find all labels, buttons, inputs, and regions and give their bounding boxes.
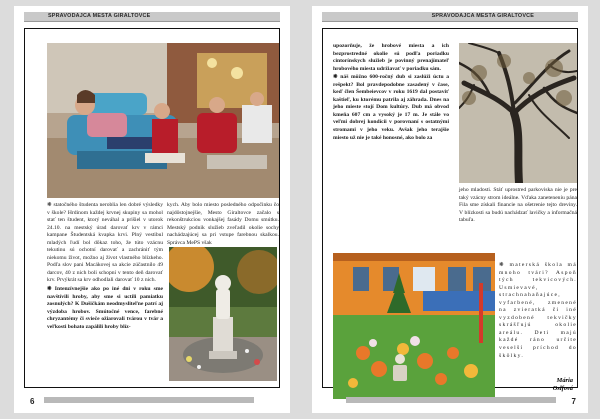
oak-paragraph: ❋ náš môžno 600-ročný dub si zaslúži úctu a rešpekt? Bol pravdepodobne zasadený v čase, keď člen Šembeievcov v roku 1619 dal postaviť kaštieľ, ku ktorému patrila aj záhrada. Dnes na jeho mieste stojí Dom kultúry. Dub má obvod kmeňa 607 cm a vysoký je 17 m. Je stále vo veľmi dobrej kondícii v porovnaní s ostatnými stromami v jeho veku. Avšak jeho terajšie miesto už nie je také honosné, ako bolo za	[333, 74, 449, 141]
pumpkins-paragraph: ❋ materská škola má mnoho tvári? Aspoň tých tekvicových. Usmievavé, strachnahaňajúce, vyfarbené, zmenené na zvieratká či iné vyzdobené tekvičky skrášľujú okolie areálu. Deti majú každé ráno určite veselší príchod do škôlky.	[499, 262, 577, 359]
left-page-number: 6	[30, 397, 35, 406]
oak-continued-paragraph: jeho mladosti. Stáť uprostred parkoviska nie je pre taký vzácny strom ideálne. Vďaka zaneteneniu pána Fila sme získali financie na ošetrenie tejto dreviny. V blízkosti sa budú nachádzať lavičky a informačná tabuľa.	[459, 187, 577, 224]
blood-donation-photo	[47, 43, 279, 198]
kindergarten-pumpkins-photo	[333, 253, 495, 399]
left-header-text: SPRAVODAJCA MESTA GIRALTOVCE	[48, 13, 151, 19]
author-surname: Oslfová	[552, 385, 573, 392]
right-page-number: 7	[571, 397, 576, 406]
blood-donation-paragraph: ❋ statočného študenta neroblia len dobré výsledky v škole? Hrdinom každej krvnej skupiny sa mohol stať ten študent, ktorý neváhal a prišiel v utorok 24.10. na mestský úrad darovať krv v rámci kampane Študentská kvapka krvi. Plný vestibul mladých ľudí bol dôkaz toho, že túto vzácnu tekutinu sú ochotní darovať a zachrániť tým niekomu život, možno aj život vlastného blízkeho. Podľa slov pani Macákovej sa akcie zúčastnilo 49 darcov, 40 z nich boli schopní v tento deň darovať krv. Prvýkrát sa krv odhodlali darovať 10 z nich.	[47, 202, 163, 284]
oak-tree-image	[459, 43, 577, 183]
author-first-name: Mária	[556, 377, 573, 384]
right-page-column-2	[459, 187, 577, 225]
right-header-text: SPRAVODAJCA MESTA GIRALTOVCE	[431, 13, 534, 19]
cemetery-continued-paragraph: upozorňuje, že hrobové miesta a ich bezprostredné okolie sú podľa poriadku cintorínskych služieb je povinný prenajímateľ hrobového miesta udržiavať v poriadku sám.	[333, 43, 449, 72]
right-footer-bar	[346, 397, 556, 403]
left-footer-bar	[44, 397, 254, 403]
pumpkins-image	[333, 253, 495, 399]
statue-image	[169, 247, 277, 381]
left-page-frame	[24, 28, 280, 388]
all-souls-paragraph: ❋ Intenzívnejšie ako po iné dni v roku sme navštívili hroby, aby sme si uctili pamiatku zosnulých? K Dušičkám neodmysliteľne patrí aj výzdoba hrobov. Smútočné vence, farebné chryzantémy či svieče ožiarovali tvárou v tvár a veľkosti bohato zapálili hroby blíz-	[47, 286, 163, 330]
left-page	[14, 6, 290, 413]
left-running-header	[24, 12, 280, 22]
right-running-header	[322, 12, 578, 22]
right-page	[312, 6, 588, 413]
blood-donation-image	[47, 43, 279, 198]
oak-tree-photo	[459, 43, 577, 183]
left-page-column-1	[47, 202, 163, 331]
cemetery-paragraph: kych. Aby bolo miesto posledného odpočinku čo najdôstojnejšie, Mesto Giraltovce začalo s rekonštrukciou vonkajšej fasády Domu smútku. Mestský podnik služieb zveľadil okolie sochy nachádzajúcej sa pri vstupe farebnou skalkou. Správca MePS však	[167, 202, 279, 246]
right-page-column-2-lower	[499, 262, 577, 360]
right-page-column-1	[333, 43, 449, 142]
cemetery-statue-photo	[169, 247, 277, 381]
right-page-frame	[322, 28, 578, 392]
left-page-column-2	[167, 202, 279, 247]
author-signature	[499, 377, 573, 393]
